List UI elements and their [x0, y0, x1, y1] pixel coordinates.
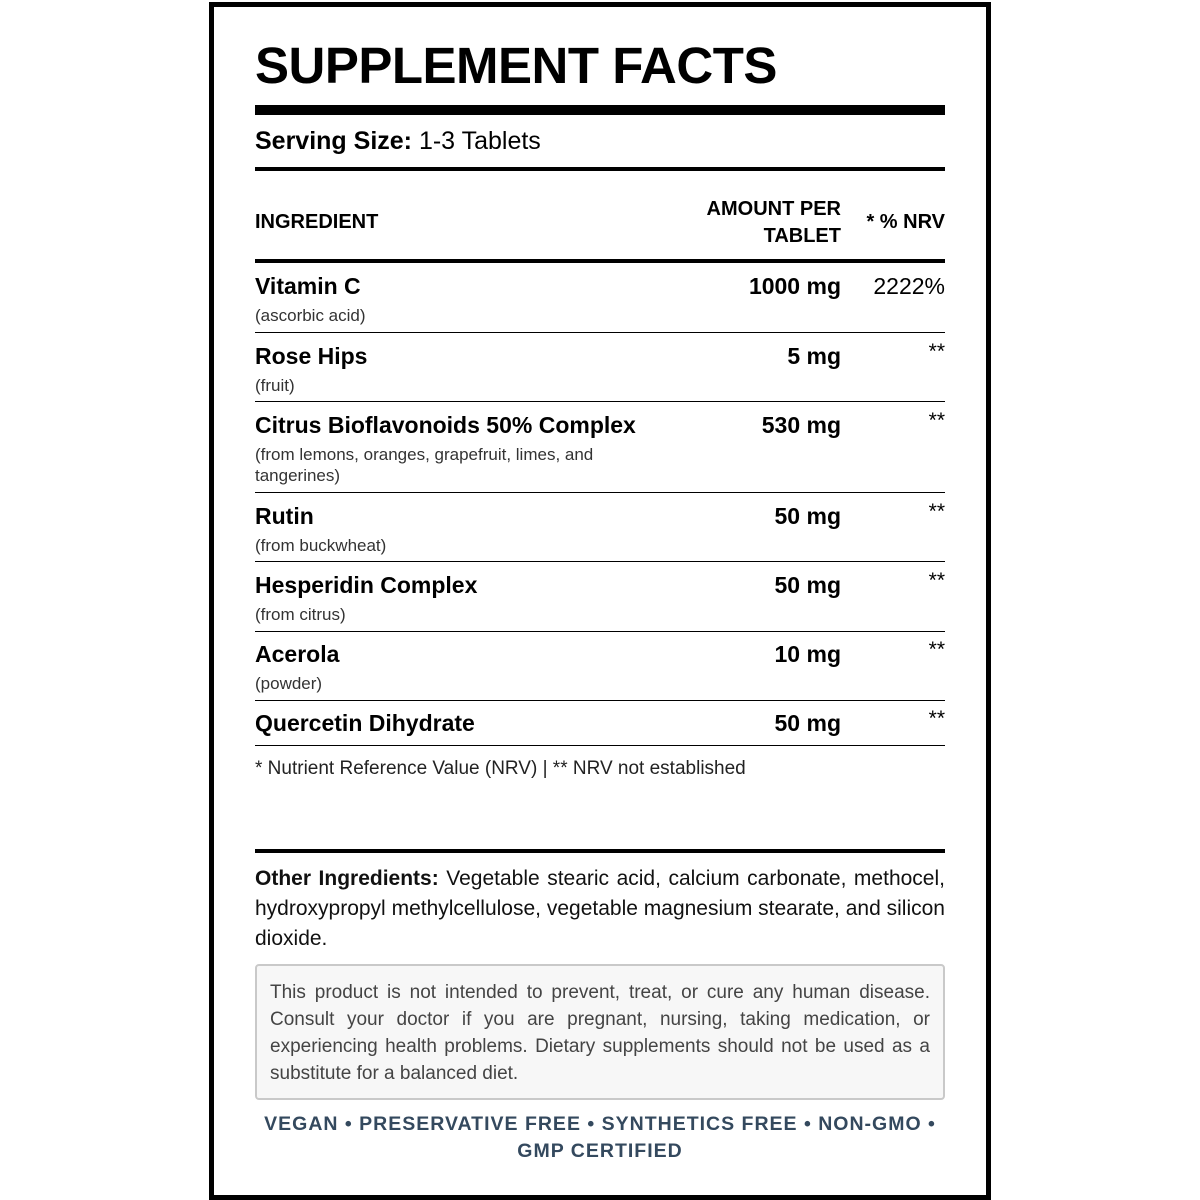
ingredient-nrv: ** [928, 638, 945, 661]
ingredient-amount: 50 mg [774, 503, 841, 529]
table-row [255, 342, 945, 402]
ingredient-name: Quercetin Dihydrate [255, 710, 475, 736]
ingredient-name: Hesperidin Complex [255, 572, 478, 598]
row-divider [255, 700, 945, 701]
ingredient-amount: 50 mg [774, 710, 841, 736]
ingredient-source: (fruit) [255, 376, 295, 395]
ingredient-name: Vitamin C [255, 273, 361, 299]
row-divider [255, 631, 945, 632]
ingredient-amount: 530 mg [761, 412, 841, 438]
table-row [255, 409, 945, 485]
certification-badges: VEGAN • PRESERVATIVE FREE • SYNTHETICS FREE • NON-GMO • GMP CERTIFIED [264, 1113, 936, 1162]
other-ingredients-text: Vegetable stearic acid, calcium carbonate, methocel, hydroxypropyl methylcellulose, vegetable magnesium stearate, and silicon dioxide. [255, 867, 945, 950]
ingredient-nrv: ** [928, 409, 945, 432]
ingredient-source: (from citrus) [255, 605, 346, 624]
ingredient-name: Rutin [255, 503, 314, 529]
ingredient-source: (from buckwheat) [255, 536, 387, 555]
panel-title: SUPPLEMENT FACTS [255, 37, 777, 94]
table-row [255, 571, 945, 631]
ingredient-nrv: ** [928, 340, 945, 363]
ingredient-nrv: ** [928, 500, 945, 523]
header-divider [255, 259, 945, 263]
ingredient-source: (from lemons, oranges, grapefruit, limes, and tangerines) [255, 445, 594, 485]
header-amount [707, 196, 841, 250]
nrv-footnote: * Nutrient Reference Value (NRV) | ** NRV not established [255, 758, 746, 779]
serving-size-value: 1-3 Tablets [418, 127, 541, 155]
ingredient-name: Acerola [255, 641, 340, 667]
ingredient-source: (ascorbic acid) [255, 306, 366, 325]
table-row [255, 640, 945, 700]
ingredient-name: Citrus Bioflavonoids 50% Complex [255, 412, 636, 438]
header-amount-line1: AMOUNT PER [706, 198, 841, 220]
table-row [255, 272, 945, 332]
ingredient-amount: 5 mg [787, 343, 841, 369]
serving-size-label: Serving Size: [255, 127, 412, 155]
ingredient-nrv: ** [928, 569, 945, 592]
ingredient-amount: 50 mg [774, 572, 841, 598]
ingredient-amount: 1000 mg [748, 273, 841, 299]
ingredient-source: (powder) [255, 674, 323, 693]
title-divider [255, 105, 945, 115]
serving-divider [255, 167, 945, 171]
table-row [255, 502, 945, 562]
other-ingredients-label: Other Ingredients: [255, 867, 439, 890]
ingredient-nrv: ** [928, 707, 945, 730]
other-ingredients-divider [255, 849, 945, 853]
row-divider [255, 745, 945, 746]
row-divider [255, 401, 945, 402]
row-divider [255, 561, 945, 562]
header-nrv: * % NRV [866, 211, 945, 233]
ingredient-amount: 10 mg [774, 641, 841, 667]
disclaimer-box: This product is not intended to prevent, treat, or cure any human disease. Consult your doctor if you are pregnant, nursing, taking medication, or experiencing health problems. Dietary supplements should not be used as a substitute for a balanced diet. [255, 964, 945, 1100]
ingredient-nrv: 2222% [873, 273, 945, 299]
header-ingredient: INGREDIENT [255, 211, 379, 233]
header-amount-line2: TABLET [763, 225, 841, 247]
other-ingredients [255, 864, 945, 954]
ingredient-name: Rose Hips [255, 343, 368, 369]
serving-size [255, 126, 541, 156]
row-divider [255, 332, 945, 333]
row-divider [255, 492, 945, 493]
